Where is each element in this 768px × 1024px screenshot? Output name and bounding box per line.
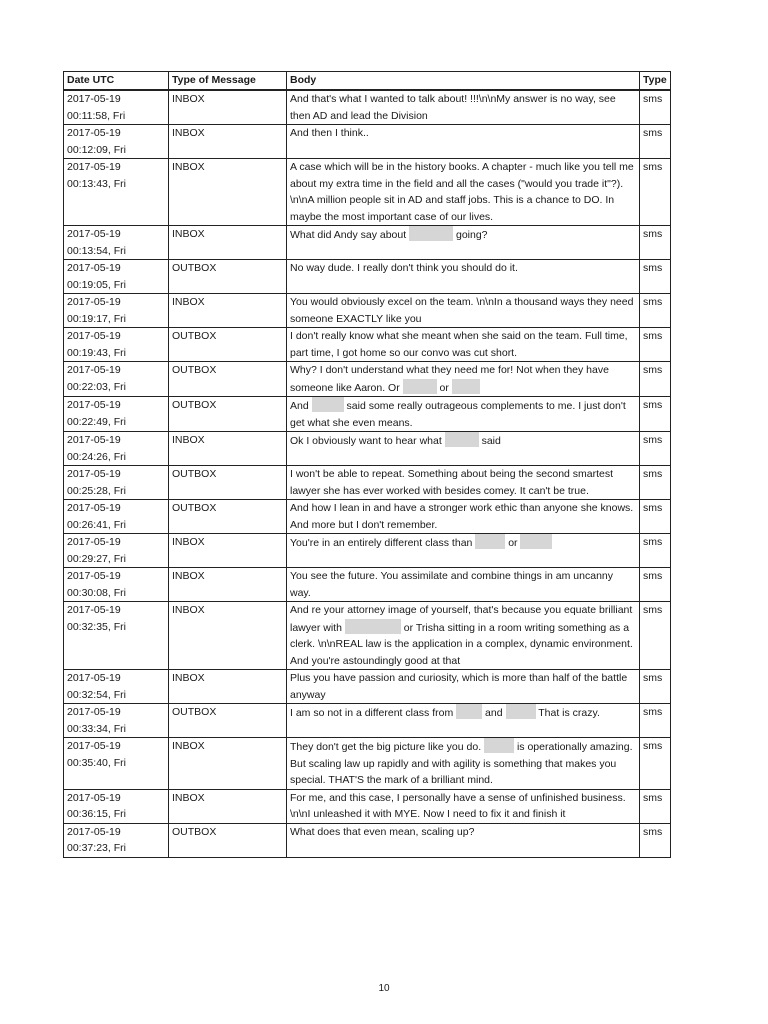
cell-type: sms (640, 362, 671, 397)
cell-type: sms (640, 125, 671, 159)
cell-message-type: INBOX (169, 789, 287, 823)
column-header-date: Date UTC (64, 72, 169, 91)
redaction-box (456, 704, 482, 719)
cell-message-type: INBOX (169, 670, 287, 704)
body-text: And that's what I wanted to talk about! !!!\n\nMy answer is no way, see then AD and lead the Division (290, 93, 616, 122)
cell-body (287, 362, 640, 397)
column-header-type: Type (640, 72, 671, 91)
redaction-box (506, 704, 536, 719)
table-row (64, 534, 671, 568)
table-row (64, 432, 671, 466)
body-text: For me, and this case, I personally have a sense of unfinished business. \n\nI unleashed it with MYE. Now I need to fix it and finish it (290, 791, 626, 820)
table-row (64, 568, 671, 602)
redaction-box (475, 534, 505, 549)
time-text: 00:24:26, Fri (67, 450, 126, 463)
cell-body (287, 397, 640, 432)
cell-date (64, 362, 169, 397)
cell-type: sms (640, 738, 671, 790)
table-row (64, 602, 671, 670)
cell-date (64, 328, 169, 362)
date-text: 2017-05-19 (67, 502, 121, 514)
cell-type: sms (640, 466, 671, 500)
body-text: I won't be able to repeat. Something about being the second smartest lawyer she has ever worked with besides comey. It can't be true. (290, 468, 614, 497)
body-text: And how I lean in and have a stronger work ethic than anyone she knows. And more but I don't remember. (290, 502, 634, 531)
redaction-box (445, 432, 479, 447)
cell-body (287, 260, 640, 294)
table-row (64, 500, 671, 534)
body-text: I am so not in a different class from (290, 707, 457, 719)
cell-date (64, 125, 169, 159)
page-number: 10 (378, 983, 390, 994)
cell-date (64, 534, 169, 568)
cell-type: sms (640, 226, 671, 260)
cell-date (64, 704, 169, 738)
body-text: What did Andy say about (290, 229, 410, 241)
cell-date (64, 159, 169, 226)
cell-message-type: INBOX (169, 568, 287, 602)
body-text: And (290, 400, 312, 412)
cell-body (287, 294, 640, 328)
body-text: A case which will be in the history books. A chapter - much like you tell me about my extra time in the field and all the cases ("would you trade it"?). \n\nA million people sit in AD and staff jobs. This is a chance to DO. In maybe the most important case of our lives. (290, 161, 634, 223)
cell-message-type: OUTBOX (169, 704, 287, 738)
cell-message-type: OUTBOX (169, 466, 287, 500)
cell-type: sms (640, 397, 671, 432)
cell-message-type: INBOX (169, 226, 287, 260)
time-text: 00:35:40, Fri (67, 756, 126, 769)
redaction-box (403, 379, 437, 394)
cell-type: sms (640, 294, 671, 328)
body-text: Ok I obviously want to hear what (290, 435, 445, 447)
date-text: 2017-05-19 (67, 127, 121, 139)
cell-date (64, 738, 169, 790)
table-row (64, 466, 671, 500)
cell-message-type: OUTBOX (169, 328, 287, 362)
time-text: 00:11:58, Fri (67, 109, 126, 122)
date-text: 2017-05-19 (67, 399, 121, 411)
body-text: You would obviously excel on the team. \n\nIn a thousand ways they need someone EXACTLY like you (290, 296, 634, 325)
table-row (64, 226, 671, 260)
date-text: 2017-05-19 (67, 364, 121, 376)
table-row (64, 823, 671, 857)
cell-date (64, 90, 169, 125)
cell-date (64, 294, 169, 328)
date-text: 2017-05-19 (67, 296, 121, 308)
cell-body (287, 704, 640, 738)
cell-type: sms (640, 432, 671, 466)
date-text: 2017-05-19 (67, 706, 121, 718)
date-text: 2017-05-19 (67, 740, 121, 752)
cell-type: sms (640, 534, 671, 568)
cell-message-type: INBOX (169, 602, 287, 670)
cell-message-type: OUTBOX (169, 500, 287, 534)
cell-type: sms (640, 328, 671, 362)
table-row (64, 704, 671, 738)
time-text: 00:19:17, Fri (67, 312, 126, 325)
body-text: What does that even mean, scaling up? (290, 825, 475, 838)
cell-body (287, 789, 640, 823)
body-text: And re your attorney image of yourself, that's because you equate brilliant lawyer with (290, 604, 633, 634)
cell-type: sms (640, 823, 671, 857)
cell-message-type: OUTBOX (169, 823, 287, 857)
cell-date (64, 260, 169, 294)
cell-body (287, 823, 640, 857)
cell-body (287, 159, 640, 226)
column-header-body: Body (287, 72, 640, 91)
cell-body (287, 602, 640, 670)
cell-date (64, 823, 169, 857)
time-text: 00:33:34, Fri (67, 722, 126, 735)
time-text: 00:13:43, Fri (67, 177, 126, 190)
cell-type: sms (640, 704, 671, 738)
body-text: said (478, 435, 501, 447)
cell-type: sms (640, 260, 671, 294)
time-text: 00:22:49, Fri (67, 415, 126, 428)
table-row (64, 789, 671, 823)
date-text: 2017-05-19 (67, 672, 121, 684)
cell-message-type: INBOX (169, 432, 287, 466)
date-text: 2017-05-19 (67, 825, 121, 838)
time-text: 00:25:28, Fri (67, 484, 126, 497)
redaction-box (345, 619, 401, 634)
table-row (64, 294, 671, 328)
cell-message-type: INBOX (169, 534, 287, 568)
cell-type: sms (640, 568, 671, 602)
cell-date (64, 432, 169, 466)
cell-date (64, 602, 169, 670)
table-row (64, 328, 671, 362)
table-row (64, 738, 671, 790)
table-row (64, 260, 671, 294)
body-text: I don't really know what she meant when she said on the team. Full time, part time, I got home so our convo was cut short. (290, 330, 628, 359)
cell-date (64, 397, 169, 432)
body-text: or (505, 537, 521, 549)
body-text: And then I think.. (290, 127, 369, 139)
body-text: is operationally amazing. But scaling law up rapidly and with agility is something that makes you special. THAT'S the mark of a brilliant mind. (290, 741, 633, 786)
body-text: said some really outrageous complements to me. I just don't get what she even means. (290, 400, 626, 429)
date-text: 2017-05-19 (67, 468, 121, 480)
cell-type: sms (640, 90, 671, 125)
cell-type: sms (640, 789, 671, 823)
date-text: 2017-05-19 (67, 536, 121, 548)
body-text: or Trisha sitting in a room writing something as a clerk. \n\nREAL law is the application in a complex, dynamic environment. And you're astoundingly good at that (290, 621, 633, 667)
table-header-row (64, 72, 671, 91)
date-text: 2017-05-19 (67, 228, 121, 240)
body-text: You see the future. You assimilate and combine things in am uncanny way. (290, 570, 613, 599)
table-row (64, 670, 671, 704)
table-row (64, 90, 671, 125)
body-text: That is crazy. (535, 707, 600, 719)
time-text: 00:26:41, Fri (67, 518, 126, 531)
body-text: or (436, 381, 452, 394)
table-row (64, 362, 671, 397)
cell-date (64, 670, 169, 704)
time-text: 00:32:54, Fri (67, 688, 126, 701)
date-text: 2017-05-19 (67, 434, 121, 446)
time-text: 00:37:23, Fri (67, 842, 126, 854)
time-text: 00:22:03, Fri (67, 380, 126, 393)
table-row (64, 125, 671, 159)
body-text: You're in an entirely different class than (290, 537, 476, 549)
column-header-type-of-message: Type of Message (169, 72, 287, 91)
date-text: 2017-05-19 (67, 262, 121, 274)
cell-date (64, 466, 169, 500)
cell-body (287, 670, 640, 704)
date-text: 2017-05-19 (67, 330, 121, 342)
cell-type: sms (640, 500, 671, 534)
redaction-box (409, 226, 453, 241)
body-text: and (482, 707, 506, 719)
cell-date (64, 789, 169, 823)
date-text: 2017-05-19 (67, 161, 121, 173)
date-text: 2017-05-19 (67, 570, 121, 582)
body-text: Why? I don't understand what they need me for! Not when they have someone like Aaron. Or (290, 364, 609, 394)
time-text: 00:29:27, Fri (67, 552, 126, 565)
time-text: 00:12:09, Fri (67, 143, 126, 156)
cell-body (287, 432, 640, 466)
date-text: 2017-05-19 (67, 93, 121, 105)
cell-message-type: INBOX (169, 738, 287, 790)
cell-date (64, 226, 169, 260)
cell-message-type: INBOX (169, 159, 287, 226)
cell-body (287, 125, 640, 159)
table-body (64, 90, 671, 857)
redaction-box (312, 397, 344, 412)
body-text: Plus you have passion and curiosity, which is more than half of the battle anyway (290, 672, 628, 701)
cell-body (287, 568, 640, 602)
table-row (64, 159, 671, 226)
redaction-box (520, 534, 552, 549)
time-text: 00:32:35, Fri (67, 620, 126, 633)
message-table (63, 71, 671, 858)
cell-body (287, 534, 640, 568)
time-text: 00:13:54, Fri (67, 244, 126, 257)
date-text: 2017-05-19 (67, 604, 121, 616)
redaction-box (452, 379, 480, 394)
cell-date (64, 568, 169, 602)
cell-message-type: INBOX (169, 90, 287, 125)
redaction-box (484, 738, 514, 753)
table-row (64, 397, 671, 432)
cell-message-type: OUTBOX (169, 362, 287, 397)
time-text: 00:19:05, Fri (67, 278, 126, 291)
cell-body (287, 226, 640, 260)
cell-message-type: OUTBOX (169, 397, 287, 432)
cell-body (287, 328, 640, 362)
cell-body (287, 500, 640, 534)
body-text: They don't get the big picture like you do. (290, 741, 485, 753)
body-text: going? (453, 229, 488, 241)
time-text: 00:36:15, Fri (67, 808, 126, 820)
body-text: No way dude. I really don't think you should do it. (290, 262, 518, 274)
cell-body (287, 466, 640, 500)
cell-type: sms (640, 602, 671, 670)
date-text: 2017-05-19 (67, 791, 121, 804)
cell-date (64, 500, 169, 534)
cell-type: sms (640, 670, 671, 704)
cell-body (287, 90, 640, 125)
cell-message-type: INBOX (169, 125, 287, 159)
cell-body (287, 738, 640, 790)
cell-message-type: OUTBOX (169, 260, 287, 294)
time-text: 00:30:08, Fri (67, 586, 126, 599)
time-text: 00:19:43, Fri (67, 346, 126, 359)
cell-type: sms (640, 159, 671, 226)
cell-message-type: INBOX (169, 294, 287, 328)
